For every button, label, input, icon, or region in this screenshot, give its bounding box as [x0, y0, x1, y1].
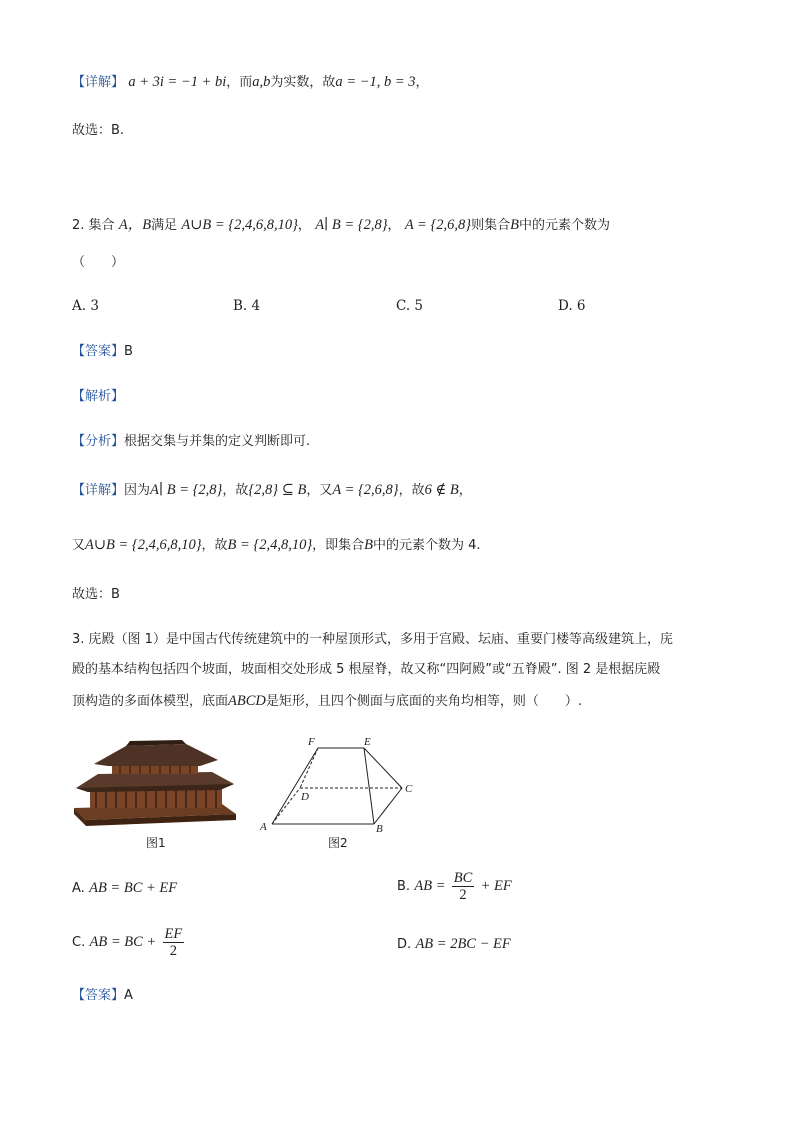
fraction	[452, 870, 475, 903]
expr: A = {2,6,8}	[332, 482, 399, 498]
text: ，	[387, 218, 401, 233]
q2-analysis	[72, 386, 124, 407]
q2-option-a[interactable]: A. 3	[72, 298, 99, 314]
figure-2-caption: 图2	[328, 836, 348, 850]
q3-option-b[interactable]	[397, 870, 512, 903]
q3-option-d[interactable]	[397, 934, 511, 955]
answer-value: B	[124, 344, 133, 359]
text: 中的元素个数为	[518, 218, 610, 233]
label-c: C	[405, 783, 413, 795]
answer-tag: 【答案】	[72, 988, 125, 1003]
text: 因为	[124, 483, 151, 498]
expr: {2,8} ⊆ B	[248, 482, 307, 498]
denominator: 2	[459, 887, 467, 903]
text: 又	[72, 538, 86, 553]
choose-line-1: 故选：B.	[72, 123, 125, 138]
text: ，即集合	[312, 538, 365, 553]
edge-ec	[364, 748, 402, 788]
text: ，故	[222, 483, 249, 498]
label-e: E	[364, 736, 371, 748]
q2-detail-2	[72, 535, 481, 556]
text: 满足	[151, 218, 178, 233]
option-label: A.	[72, 881, 85, 896]
q2-answer	[72, 341, 133, 362]
temple-photo	[72, 738, 238, 826]
text: ，故	[398, 483, 425, 498]
edge-af	[272, 748, 318, 824]
edge-be	[364, 748, 374, 824]
text: ，而	[226, 75, 253, 90]
q2-option-d[interactable]: D. 6	[558, 298, 586, 314]
polyhedron-diagram	[256, 730, 426, 834]
text: 是矩形，且四个侧面与底面的夹角均相等，则（ ）.	[265, 694, 583, 709]
text: 为实数，故	[270, 75, 336, 90]
q2-option-b[interactable]: B. 4	[233, 298, 261, 314]
q3-line-1: 3. 庑殿（图 1）是中国古代传统建筑中的一种屋顶形式，多用于宫殿、坛庙、重要门楼等高级建筑上，庑	[72, 632, 673, 647]
edge-bc	[374, 788, 402, 824]
q2-paren: （ ）	[72, 255, 125, 270]
option-expr: + EF	[480, 878, 512, 894]
edge-ad	[272, 788, 300, 824]
q2-choose: 故选：B	[72, 587, 120, 602]
q3-option-c[interactable]	[72, 926, 186, 959]
figure-1-caption: 图1	[146, 836, 166, 850]
detail-tag: 【详解】	[72, 483, 125, 498]
rect-name: ABCD	[228, 693, 266, 709]
intersection-expr: A∣ B = {2,8}	[315, 217, 388, 233]
numerator: BC	[453, 870, 473, 886]
option-expr: AB = BC +	[89, 934, 157, 950]
numerator: EF	[164, 926, 183, 942]
q3-line-3	[72, 691, 582, 712]
sets: A，B	[118, 217, 152, 233]
expr: B	[364, 537, 374, 553]
option-label: D.	[397, 937, 412, 952]
text: 则集合	[471, 218, 511, 233]
fenxi-text: 根据交集与并集的定义判断即可.	[124, 434, 311, 449]
q3-answer	[72, 985, 133, 1006]
union-expr: A∪B = {2,4,6,8,10}	[181, 217, 298, 233]
expr: 6 ∉ B	[424, 482, 459, 498]
answer-value: A	[124, 988, 133, 1003]
fenxi-tag: 【分析】	[72, 434, 125, 449]
analysis-tag: 【解析】	[72, 389, 125, 404]
expr: A∣ B = {2,8}	[150, 482, 223, 498]
variables: a,b	[252, 74, 271, 90]
set-a-expr: A = {2,6,8}	[404, 217, 472, 233]
text: 顶构造的多面体模型，底面	[72, 694, 229, 709]
option-expr: AB = 2BC − EF	[415, 936, 511, 952]
option-label: C.	[72, 935, 86, 950]
set-b: B	[510, 217, 519, 233]
label-d: D	[301, 791, 309, 803]
text: ，故	[201, 538, 228, 553]
q3-line-2: 殿的基本结构包括四个坡面，坡面相交处形成 5 根屋脊，故又称“四阿殿”或“五脊殿”. 图 2 是根据庑殿	[72, 662, 661, 677]
fraction	[163, 926, 185, 959]
text: ，	[458, 483, 472, 498]
expr: A∪B = {2,4,6,8,10}	[85, 537, 202, 553]
text: ，	[415, 75, 429, 90]
label-a: A	[260, 821, 267, 833]
q2-fenxi	[72, 431, 310, 452]
result: a = −1, b = 3	[335, 74, 416, 90]
answer-tag: 【答案】	[72, 344, 125, 359]
q2-option-c[interactable]: C. 5	[396, 298, 424, 314]
option-expr: AB =	[414, 878, 446, 894]
edge-fd	[300, 748, 318, 788]
expr: B = {2,4,8,10}	[227, 537, 313, 553]
denominator: 2	[169, 943, 177, 959]
q2-detail-1	[72, 480, 472, 501]
text: 中的元素个数为 4.	[373, 538, 481, 553]
equation: a + 3i = −1 + bi	[128, 74, 227, 90]
detail-tag: 【详解】	[72, 75, 125, 90]
q2-stem	[72, 215, 610, 236]
label-b: B	[376, 823, 383, 834]
q3-option-a[interactable]	[72, 878, 177, 899]
option-label: B.	[397, 879, 411, 894]
option-expr: AB = BC + EF	[89, 880, 178, 896]
detail-line-1	[72, 72, 429, 93]
label-f: F	[308, 736, 315, 748]
q2-number: 2. 集合	[72, 218, 115, 233]
text: ，	[297, 218, 311, 233]
text: ，又	[306, 483, 333, 498]
